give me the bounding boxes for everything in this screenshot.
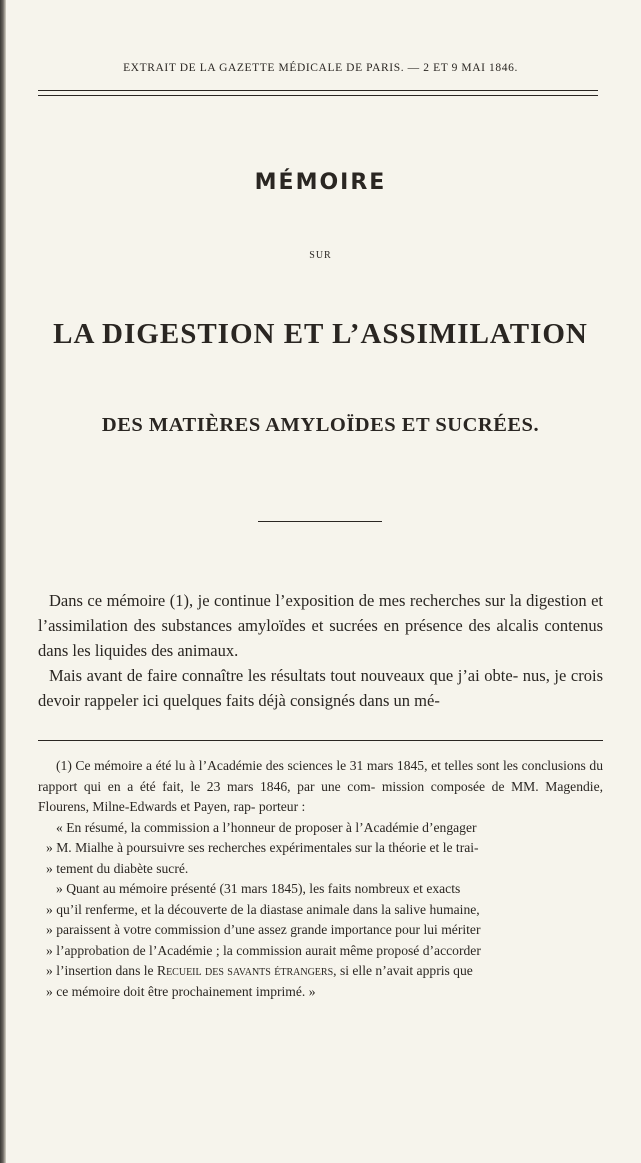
- quote-line: » l’approbation de l’Académie ; la commission aurait même proposé d’accorder: [46, 942, 481, 958]
- header-double-rule: [38, 90, 598, 96]
- footnote-quote-1: [38, 818, 603, 880]
- footnote-rule: [38, 740, 603, 741]
- quote-line: » qu’il renferme, et la découverte de la diastase animale dans la salive humaine,: [46, 901, 480, 917]
- body-paragraph-2: Mais avant de faire connaître les résultats tout nouveaux que j’ai obte- nus, je crois devoir rappeler ici quelques faits déjà consignés dans un mé-: [38, 666, 603, 710]
- footnote-paragraph: (1) Ce mémoire a été lu à l’Académie des sciences le 31 mars 1845, et telles sont les conclusions du rapport qui en a été fait, le 23 mars 1846, par une com- mission composée de MM. Magendie, Flourens, Milne-Edwards et Payen, rap- porteur :: [38, 758, 603, 814]
- quote-text: » l’insertion dans le: [46, 963, 157, 978]
- subtitle: DES MATIÈRES AMYLOÏDES ET SUCRÉES.: [101, 414, 540, 436]
- body-paragraph-1: Dans ce mémoire (1), je continue l’exposition de mes recherches sur la digestion et l’assimilation des substances amyloïdes et sucrées en présence des alcalis contenus dans les liquides des animaux.: [38, 591, 603, 660]
- quote-text: , si elle n’avait appris que: [333, 963, 473, 978]
- footnote: [38, 756, 603, 1002]
- memoire-heading: MÉMOIRE: [254, 170, 387, 195]
- main-title: LA DIGESTION ET L’ASSIMILATION: [53, 318, 588, 350]
- quote-line: » Quant au mémoire présenté (31 mars 1845), les faits nombreux et exacts: [56, 881, 461, 896]
- recueil-title: Recueil des savants étrangers: [157, 963, 334, 978]
- quote-line: » tement du diabète sucré.: [46, 860, 189, 876]
- sur-label: SUR: [309, 250, 332, 261]
- quote-line: » paraissent à votre commission d’une assez grande importance pour lui mériter: [46, 922, 481, 937]
- quote-line: » M. Mialhe à poursuivre ses recherches expérimentales sur la théorie et le trai-: [46, 840, 479, 855]
- quote-line: « En résumé, la commission a l’honneur de proposer à l’Académie d’engager: [56, 819, 477, 835]
- extract-header: EXTRAIT DE LA GAZETTE MÉDICALE DE PARIS. — 2 ET 9 MAI 1846.: [123, 62, 518, 74]
- title-separator-rule: [258, 521, 382, 522]
- footnote-quote-2: [38, 879, 603, 1002]
- quote-line: » ce mémoire doit être prochainement imprimé. »: [46, 983, 316, 999]
- body-text: [38, 588, 603, 713]
- quote-line: [38, 961, 603, 982]
